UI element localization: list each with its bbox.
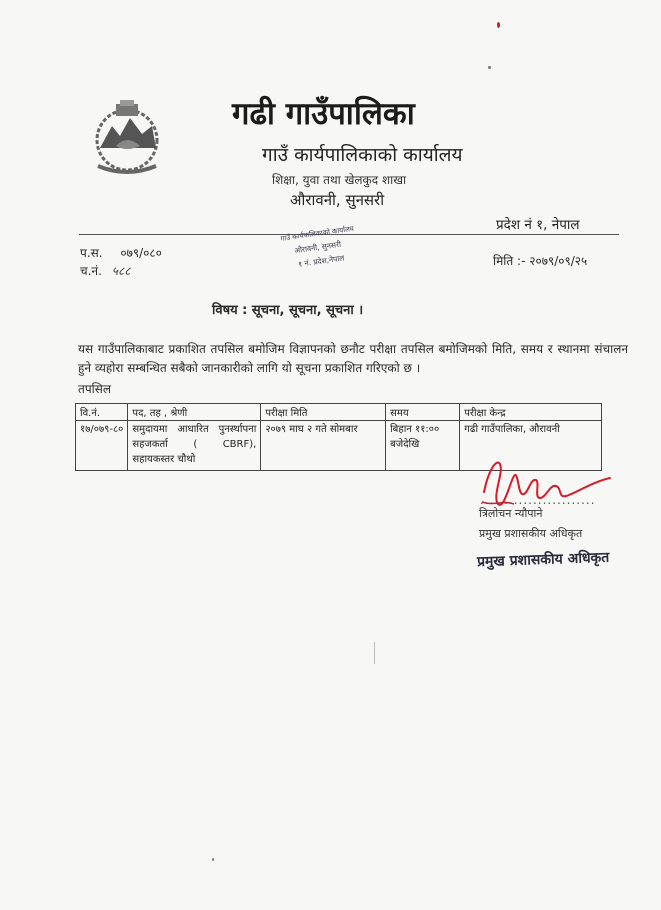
province-label: प्रदेश नं १, नेपाल [496,217,580,233]
signatory-title: प्रमुख प्रशासकीय अधिकृत [479,527,583,540]
office-seal [276,215,372,277]
signature-dots: ........................ [480,493,596,507]
signatory-name: त्रिलोचन न्यौपाने [479,507,543,520]
seal-line-2: औरावनी, सुनसरी [293,239,342,256]
col-header-time: समय [386,404,460,421]
reference-ps [80,244,162,261]
seal-line-3: १ नं. प्रदेश,नेपाल [297,253,345,269]
cell-vi-no: १७/०७९-८० [76,421,128,471]
scan-speck [374,642,375,664]
office-location: औरावनी, सुनसरी [290,191,385,209]
col-header-vi-no: वि.नं. [76,404,128,421]
col-header-center: परीक्षा केन्द्र [460,404,602,421]
cn-label: च.नं. [80,264,102,278]
col-header-exam-date: परीक्षा मिति [261,404,386,421]
scan-speck [488,66,491,69]
cell-exam-date: २०७९ माघ २ गते सोमबार [261,421,386,471]
date-label: मिति :- [493,254,526,268]
cell-post: समुदायमा आधारित पुनर्स्थापना सहजकर्ता ( CBRF), सहायकस्तर चौथो [128,421,261,471]
table-header-row [76,404,602,421]
cell-time: बिहान ११:०० बजेदेखि [386,421,460,471]
ps-value: ०७९/०८० [120,246,162,260]
section-name: शिक्षा, युवा तथा खेलकुद शाखा [272,173,407,187]
tapsil-label: तपसिल [78,382,112,396]
date-value: २०७९/०९/२५ [529,254,588,268]
reference-cn [80,262,130,279]
notice-body: यस गाउँपालिकाबाट प्रकाशित तपसिल बमोजिम विज्ञापनको छनौट परीक्षा तपसिल बमोजिमको मिति, समय र स्थानमा संचालन हुने व्यहोरा सम्बन्धित सबैको जानकारीको लागि यो सूचना प्रकाशित गरिएको छ । [78,342,628,375]
issue-date [493,252,587,269]
office-title: गढी गाउँपालिका [232,96,415,132]
col-header-post: पद, तह , श्रेणी [128,404,261,421]
scan-speck [212,858,214,861]
seal-line-1: गाउँ कार्यपालिकाको कार्यालय [280,224,355,243]
cn-value: ५८८ [111,264,131,278]
office-subtitle: गाउँ कार्यपालिकाको कार्यालय [262,144,463,166]
nepal-emblem-icon [86,96,168,176]
ps-label: प.स. [80,246,103,260]
designation-stamp: प्रमुख प्रशासकीय अधिकृत [476,549,610,571]
scan-speck [497,22,500,28]
subject-line: विषय : सूचना, सूचना, सूचना । [212,303,364,318]
cell-center: गढी गाउँपालिका, औरावनी [460,421,602,471]
